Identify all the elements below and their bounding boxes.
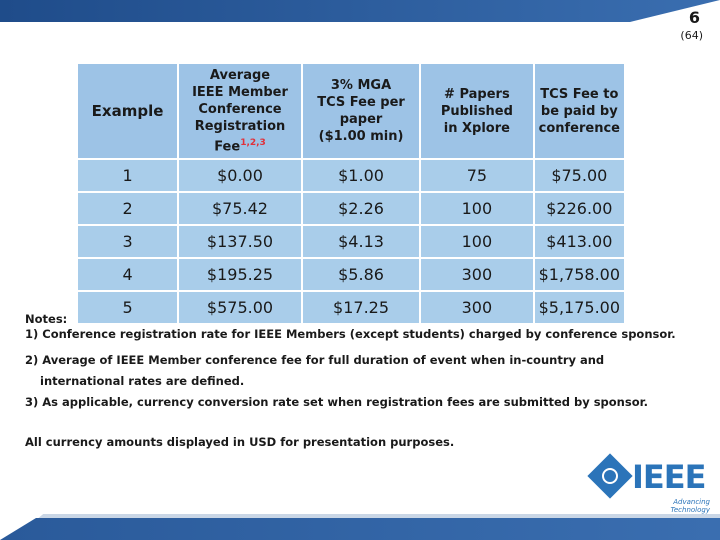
- ieee-diamond-inner: [599, 465, 622, 488]
- header-avg-fee-line: IEEE Member: [192, 84, 288, 100]
- table-row: [77, 159, 625, 192]
- slide-sub-number: (64): [680, 29, 703, 42]
- header-papers-line: # Papers: [444, 86, 510, 102]
- slide-number: 6: [688, 8, 700, 27]
- note-1: 1) Conference registration rate for IEEE Members (except students) charged by conference sponsor.: [25, 327, 676, 341]
- fee-table: [76, 62, 626, 317]
- header-avg-fee-line: Fee: [214, 139, 241, 155]
- header-mga-line: TCS Fee per: [317, 95, 405, 110]
- cell-mga: $17.25: [302, 291, 420, 324]
- cell-tcs: $1,758.00: [534, 258, 625, 291]
- cell-mga: $1.00: [302, 159, 420, 192]
- header-tcs-line: be paid by: [540, 103, 618, 119]
- header-papers-line: Published: [440, 103, 513, 119]
- header-papers: [420, 63, 534, 159]
- table-row: [77, 291, 625, 324]
- header-papers-line: in Xplore: [443, 120, 510, 136]
- cell-papers: 300: [420, 291, 534, 324]
- cell-fee: $137.50: [178, 225, 302, 258]
- cell-example: 1: [77, 159, 178, 192]
- cell-papers: 100: [420, 192, 534, 225]
- header-avg-fee-line: Registration: [194, 118, 286, 134]
- table-row: [77, 192, 625, 225]
- table-header-row: [77, 63, 625, 159]
- top-decorative-band: [0, 0, 720, 22]
- cell-fee: $0.00: [178, 159, 302, 192]
- cell-fee: $195.25: [178, 258, 302, 291]
- bottom-decorative-band: [0, 518, 720, 540]
- logo-wordmark: IEEE: [632, 458, 706, 496]
- cell-mga: $4.13: [302, 225, 420, 258]
- header-mga-line: 3% MGA: [330, 78, 392, 93]
- notes-title: Notes:: [25, 312, 68, 326]
- note-2: 2) Average of IEEE Member conference fee for full duration of event when in-country and: [25, 353, 605, 367]
- header-mga-line: ($1.00 min): [318, 129, 404, 144]
- cell-example: 4: [77, 258, 178, 291]
- cell-papers: 75: [420, 159, 534, 192]
- currency-note: All currency amounts displayed in USD for presentation purposes.: [25, 435, 455, 449]
- cell-mga: $5.86: [302, 258, 420, 291]
- cell-papers: 300: [420, 258, 534, 291]
- header-mga-line: paper: [339, 112, 383, 127]
- footnote-refs: 1,2,3: [240, 137, 266, 148]
- ieee-diamond-icon: [587, 453, 632, 498]
- header-tcs-line: conference: [538, 120, 620, 136]
- cell-fee: $75.42: [178, 192, 302, 225]
- cell-tcs: $226.00: [534, 192, 625, 225]
- header-avg-fee-line: Conference: [198, 101, 282, 117]
- header-mga-fee: [302, 63, 420, 159]
- cell-example: 3: [77, 225, 178, 258]
- note-2-continued: international rates are defined.: [40, 374, 245, 388]
- ieee-logo: [592, 458, 712, 516]
- cell-example: 2: [77, 192, 178, 225]
- header-avg-fee-line: Average: [209, 67, 271, 83]
- logo-tagline-line: Advancing Technology: [670, 498, 710, 514]
- table-row: [77, 258, 625, 291]
- header-tcs-line: TCS Fee to: [540, 86, 619, 102]
- table-row: [77, 225, 625, 258]
- cell-tcs: $75.00: [534, 159, 625, 192]
- header-tcs-fee: [534, 63, 625, 159]
- header-example: Example: [77, 63, 178, 159]
- header-avg-fee: [178, 63, 302, 159]
- note-3: 3) As applicable, currency conversion rate set when registration fees are submitted by sponsor.: [25, 395, 649, 409]
- cell-tcs: $5,175.00: [534, 291, 625, 324]
- cell-fee: $575.00: [178, 291, 302, 324]
- cell-mga: $2.26: [302, 192, 420, 225]
- cell-example: 5: [77, 291, 178, 324]
- cell-papers: 100: [420, 225, 534, 258]
- cell-tcs: $413.00: [534, 225, 625, 258]
